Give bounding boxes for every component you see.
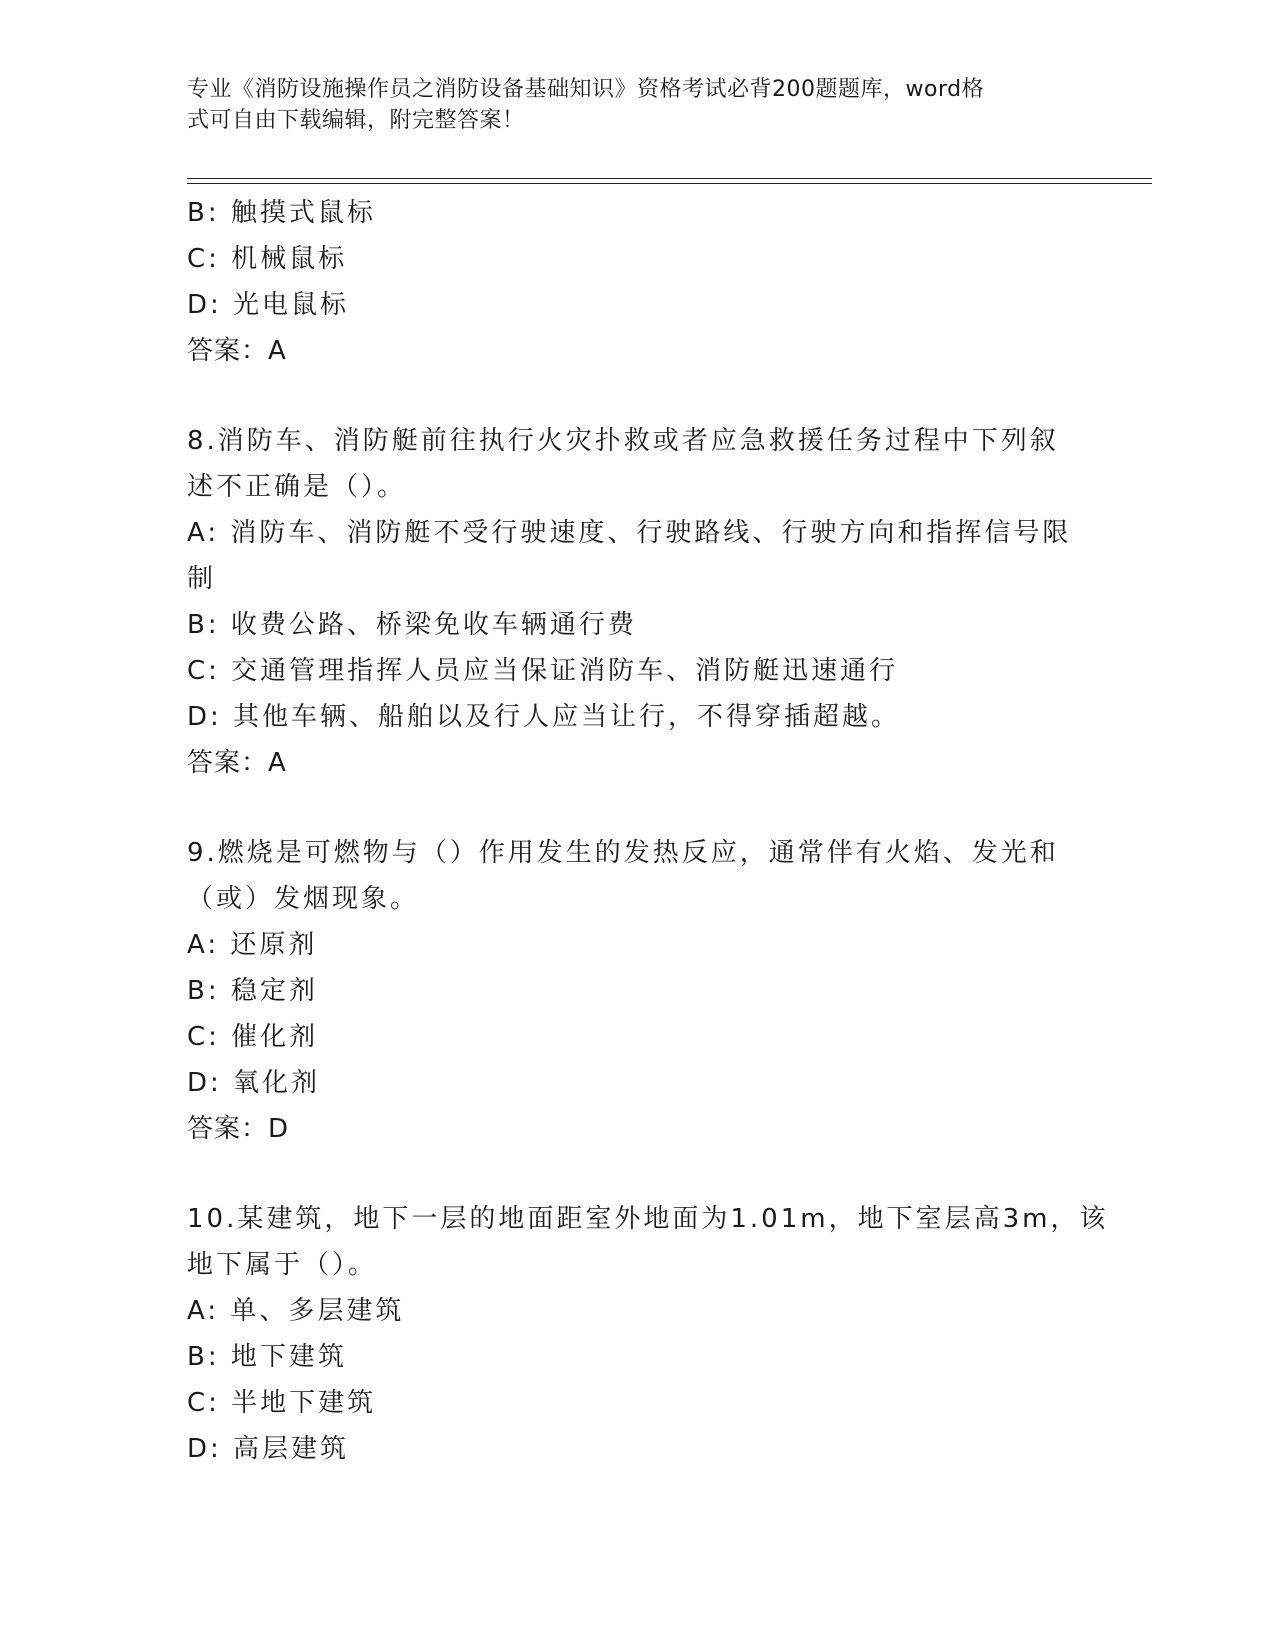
header-line-1: 专业《消防设施操作员之消防设备基础知识》资格考试必背200题题库，word格 [187, 77, 985, 102]
question-stem-line: 10.某建筑，地下一层的地面距室外地面为1.01m，地下室层高3m，该 [187, 1204, 1109, 1234]
option-b: B: 地下建筑 [187, 1342, 347, 1372]
header-line-2: 式可自由下载编辑，附完整答案！ [187, 108, 525, 133]
answer: 答案：D [187, 1114, 290, 1144]
option-a-continued: 制 [187, 564, 217, 594]
option-d: D: 氧化剂 [187, 1068, 321, 1098]
question-stem-line: 9.燃烧是可燃物与（）作用发生的发热反应，通常伴有火焰、发光和 [187, 838, 1059, 868]
document-body [187, 190, 1109, 1472]
question-7-continuation [187, 190, 1087, 374]
answer: 答案：A [187, 336, 287, 366]
option-c: C: 半地下建筑 [187, 1388, 377, 1418]
option-d: D: 光电鼠标 [187, 290, 350, 320]
question-stem-line: 地下属于（）。 [187, 1250, 378, 1280]
question-stem-line: 8.消防车、消防艇前往执行火灾扑救或者应急救援任务过程中下列叙 [187, 426, 1059, 456]
option-a: A: 还原剂 [187, 930, 318, 960]
question-10 [187, 1196, 1109, 1472]
option-a: A: 单、多层建筑 [187, 1296, 405, 1326]
answer: 答案：A [187, 748, 287, 778]
option-b: B: 触摸式鼠标 [187, 198, 376, 228]
option-a: A: 消防车、消防艇不受行驶速度、行驶路线、行驶方向和指挥信号限 [187, 518, 1072, 548]
question-stem-line: 述不正确是（）。 [187, 472, 407, 502]
option-d: D: 高层建筑 [187, 1434, 350, 1464]
question-8 [187, 418, 1087, 786]
option-b: B: 稳定剂 [187, 976, 318, 1006]
option-c: C: 催化剂 [187, 1022, 319, 1052]
header-divider-top [187, 178, 1152, 179]
header-divider-bottom [187, 183, 1152, 184]
question-stem-line: （或）发烟现象。 [187, 884, 420, 914]
option-c: C: 交通管理指挥人员应当保证消防车、消防艇迅速通行 [187, 656, 899, 686]
option-b: B: 收费公路、桥梁免收车辆通行费 [187, 610, 637, 640]
option-d: D: 其他车辆、船舶以及行人应当让行，不得穿插超越。 [187, 702, 901, 732]
question-9 [187, 830, 1087, 1152]
document-header [187, 74, 1067, 136]
option-c: C: 机械鼠标 [187, 244, 348, 274]
